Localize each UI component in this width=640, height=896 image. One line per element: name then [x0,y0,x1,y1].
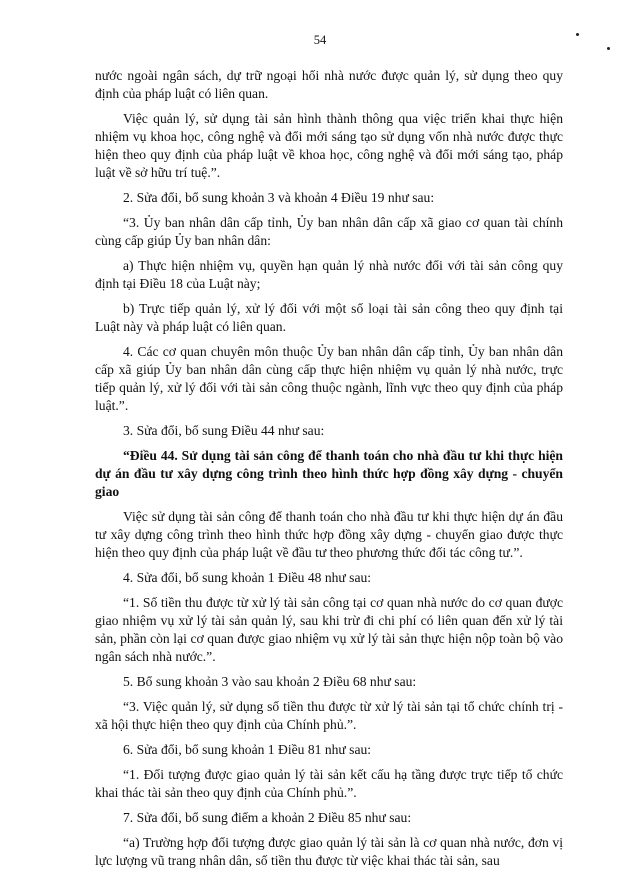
quoted-clause: “1. Số tiền thu được từ xử lý tài sản công tại cơ quan nhà nước do cơ quan được giao nhiệm vụ xử lý tài sản quản lý, sau khi trừ đi chi phí có liên quan đến xử lý tài sản, phần còn lại cơ quan được giao nhiệm vụ xử lý tài sản thực hiện nộp toàn bộ vào ngân sách nhà nước.”. [95,595,563,664]
quoted-clause: “3. Ủy ban nhân dân cấp tỉnh, Ủy ban nhân dân cấp xã giao cơ quan tài chính cùng cấp giúp Ủy ban nhân dân: [95,215,563,248]
quoted-point: “a) Trường hợp đối tượng được giao quản lý tài sản là cơ quan nhà nước, đơn vị lực lượng vũ trang nhân dân, số tiền thu được từ việc khai thác tài sản, sau [95,835,563,868]
scan-speck [576,33,579,36]
amendment-item: 4. Sửa đổi, bổ sung khoản 1 Điều 48 như sau: [123,570,372,585]
amendment-item: 7. Sửa đổi, bổ sung điểm a khoản 2 Điều 85 như sau: [123,810,412,825]
amendment-item: 2. Sửa đổi, bổ sung khoản 3 và khoản 4 Điều 19 như sau: [123,190,435,205]
amendment-item: 6. Sửa đổi, bổ sung khoản 1 Điều 81 như sau: [123,742,372,757]
scan-speck [607,47,610,50]
page-number: 54 [313,33,327,47]
paragraph-continuation: nước ngoài ngân sách, dự trữ ngoại hối nhà nước được quản lý, sử dụng theo quy định của pháp luật có liên quan. [95,68,563,101]
amendment-item: 5. Bổ sung khoản 3 vào sau khoản 2 Điều 68 như sau: [123,674,417,689]
quoted-clause: “1. Đối tượng được giao quản lý tài sản kết cấu hạ tầng được trực tiếp tổ chức khai thác tài sản theo quy định của Chính phủ.”. [95,767,563,800]
amendment-item: 3. Sửa đổi, bổ sung Điều 44 như sau: [123,423,325,438]
document-body [95,67,563,877]
paragraph: Việc sử dụng tài sản công để thanh toán cho nhà đầu tư khi thực hiện dự án đầu tư xây dựng công trình theo hình thức hợp đồng xây dựng - chuyển giao được thực hiện theo quy định của pháp luật về đầu tư theo phương thức đối tác công tư.”. [95,509,563,560]
quoted-point: a) Thực hiện nhiệm vụ, quyền hạn quản lý nhà nước đối với tài sản công quy định tại Điều 18 của Luật này; [95,258,563,291]
quoted-point: b) Trực tiếp quản lý, xử lý đối với một số loại tài sản công theo quy định tại Luật này và pháp luật có liên quan. [95,301,563,334]
quoted-clause: “3. Việc quản lý, sử dụng số tiền thu được từ xử lý tài sản tại tổ chức chính trị - xã hội thực hiện theo quy định của Chính phủ.”. [95,699,563,732]
paragraph: Việc quản lý, sử dụng tài sản hình thành thông qua việc triển khai thực hiện nhiệm vụ khoa học, công nghệ và đổi mới sáng tạo sử dụng vốn nhà nước được thực hiện theo quy định của pháp luật về khoa học, công nghệ và đổi mới sáng tạo, pháp luật về sở hữu trí tuệ.”. [95,111,563,180]
quoted-clause: 4. Các cơ quan chuyên môn thuộc Ủy ban nhân dân cấp tỉnh, Ủy ban nhân dân cấp xã giúp Ủy ban nhân dân cùng cấp thực hiện nhiệm vụ quản lý nhà nước, trực tiếp quản lý, xử lý đối với tài sản công thuộc ngành, lĩnh vực theo quy định của pháp luật.”. [95,344,563,413]
article-heading: “Điều 44. Sử dụng tài sản công để thanh toán cho nhà đầu tư khi thực hiện dự án đầu tư xây dựng công trình theo hình thức hợp đồng xây dựng - chuyển giao [95,448,563,499]
